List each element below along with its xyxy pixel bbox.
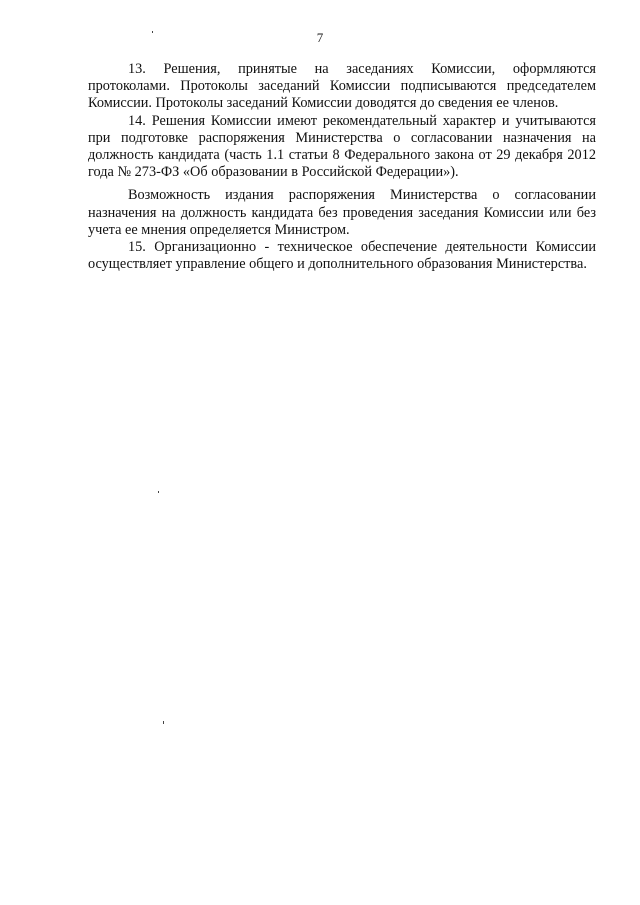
paragraph-13: 13. Решения, принятые на заседаниях Комиссии, оформляются протоколами. Протоколы заседаний Комиссии подписываются председателем Комиссии. Протоколы заседаний Комиссии доводятся до сведения ее членов. [88,61,596,112]
scan-speck [158,491,159,493]
paragraph-15: 15. Организационно - техническое обеспечение деятельности Комиссии осуществляет управление общего и дополнительного образования Министерства. [88,239,596,273]
paragraph-14: 14. Решения Комиссии имеют рекомендательный характер и учитываются при подготовке распоряжения Министерства о согласовании назначения на должность кандидата (часть 1.1 статьи 8 Федерального закона от 29 декабря 2012 года № 273-ФЗ «Об образовании в Российской Федерации»). [88,112,596,181]
paragraph-14-addendum: Возможность издания распоряжения Министерства о согласовании назначения на должность кандидата без проведения заседания Комиссии или без учета ее мнения определяется Министром. [88,187,596,238]
scan-speck [152,31,153,33]
document-body [88,61,596,273]
scan-speck [163,721,164,724]
page-number: 7 [316,30,324,45]
